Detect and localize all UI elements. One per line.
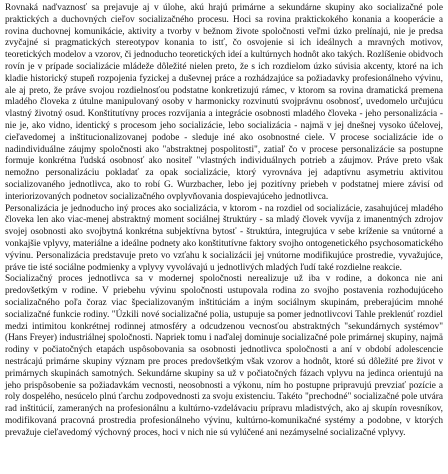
paragraph-1: Rovnaká naďvaznosť sa prejavuje aj v úlohe, akú hrajú primárne a sekundárne skupiny ako socializačné pole praktických a duchovných cieľov socializačného procesu. Hoci sa rovina prakticko​kého konania a kooperácie a rovina duchovnej komunikácie, aktivity a tvorby v bežnom živote spoločnosti veľmi úzko prelínajú, nie je predsa zvyčajné si pragmatických stereotypov konania to istť, čo osvojenie si ich ideálnych a mravných motivov, teoretických modelov a vzorov, či jednoducho teoretických ideí a kultúrnych hodnôt ako takých. Rozlíšenie obidvoch rovín je v prípade socializácie mládeže dôležité nielen preto, že s ich rozdielom úzko súvisia akcenty, ktoré na ich kladie historický stupeň rozpojenia fyzickej a duševnej práce a rozhádzajúce sa požiadavky profesionálneho vývinu, ale aj preto, že práve svojou rozdielnosťou podstatne konkretizujú rámec, v ktorom sa rovina dramatická premena mladého človeka z útulne manipulovaný osoby v harmonicky rozvinutú svojprávnu osobnosť, uvedomelo určujúcu vlastný životný osud. Konštitutívny proces rozvíjania a integrácie osobnosti mladého človeka - jeho personalizácia - nie je, ako vidno, identický s procesom jeho socializácie, lebo socializácia - najmä v jej dnešnej vysoko účelovej, cieľavedomej a inštitucionalizovanej podobe - sleduje iné ako osobnostné ciele. V procese socializácie ide o nadindividuálne záujmy spoločnosti ako "abstraktnej pospolitosti", zatiaľ čo v procese personalizácie sa postupne formuje konkrétna ľudská osobnosť ako nositeľ "vlastných individuálnych potrieb a záujmov. Práve preto však nemožno personalizáciu pokladať za opak socializácie, ktorý vyrovnáva jej adaptívnu asymetriu aktivitou socializovaného jednotlivca, ako to robí G. Wurzbacher, lebo jej pozitívny priebeh v podstatnej miere závisí od interiorizovaných podnetov socializačného ovplyvňovania dospievajúceho jednotlivca.	[5, 3, 443, 202]
paragraph-3: Socializačný proces jednotlivca sa v modernej spoločnosti nerealizuje už iba v rodine, a dokonca nie ani predovšetkým v rodine. V priebehu vývinu spoločnosti ustupovala rodina zo svojho postavenia rozhodujúceho socializačného poľa čoraz viac špecializovaným inštitúciám a iným sociálnym skupinám, preberajúcim mnohé socializačné funkcie rodiny. "Úzkili nové socializačné polia, ustupuje sa pomer jednotlivcovi Tahle preklenúť rozdiel medzi intimitou konkrétnej rodinnej atmosféry a odcudzenou vecnosťou abstraktných "sekundárnych systémov" (Hans Freyer) industriálnej spoločnosti. Napriek tomu i naďalej dominuje socializačné pole primárnej skupiny, najmä rodiny v počiatočných etapách uspôsobovania sa osobnosti jednotlivca spoločnosti a aní v období adolescencie nestrácajú primárne skupiny význam pre proces predovšetkým však vzorov a hodnôt, ktoré sú dôležité pre život v primárnych skupinách samotných. Sekundárne skupiny sa už v počiatočných fázach vplyvu na jedinca orientujú na jeho prispôsobenie sa požiadavkám vecnosti, neosobnosti a výkonu, ním ho postupne pripravujú prevziať pozície a roly dospelého, nesúcelo plnú ťarchu zodpovednosti za svoju existenciu. Takéto "prechodné" socializačné pole utvára rad inštitúcií, zameraných na profesionálnu a kultúrno-vzdelávaciu prípravu mladistvých, ako aj skupín rovesníkov, modifikovaná pracovná prostredia profesionálneho vývinu, kultúrno-komunikačné systémy a podobne, v ktorých prevažuje cieľavedomý výchovný proces, hoci v nich nie sú vylúčené ani nezámyselné socializačné vplyvy.	[5, 274, 443, 438]
paragraph-2: Personalizácia je jednoducho iný proces ako socializácia, v ktorom - na rozdiel od socializácie, zasahujúcej mladého človeka len ako viac-menej abstraktný moment sociálnej štruktúry - sa mladý človek vyvíja z imanentných zdrojov svojej osobnosti ako svojbytná konkrétna subjektívna bytosť - štruktúra, integrujúca v sebe kríženie sa vnútorné a vonkajšie vplyvy, materiálne a ideálne podnety ako konštitutívne faktory svojho ontogenetického psychosomatického vývinu. Personalizácia predstavuje preto vo vzťahu k socializácii jej vnútorne modifikujúce prostredie, vyvažujúce, práve tie isté sociálne podmienky a vplyvy vyvolávajú u jednotlivých mladých ľudí také rozdielne reakcie.	[5, 203, 443, 273]
